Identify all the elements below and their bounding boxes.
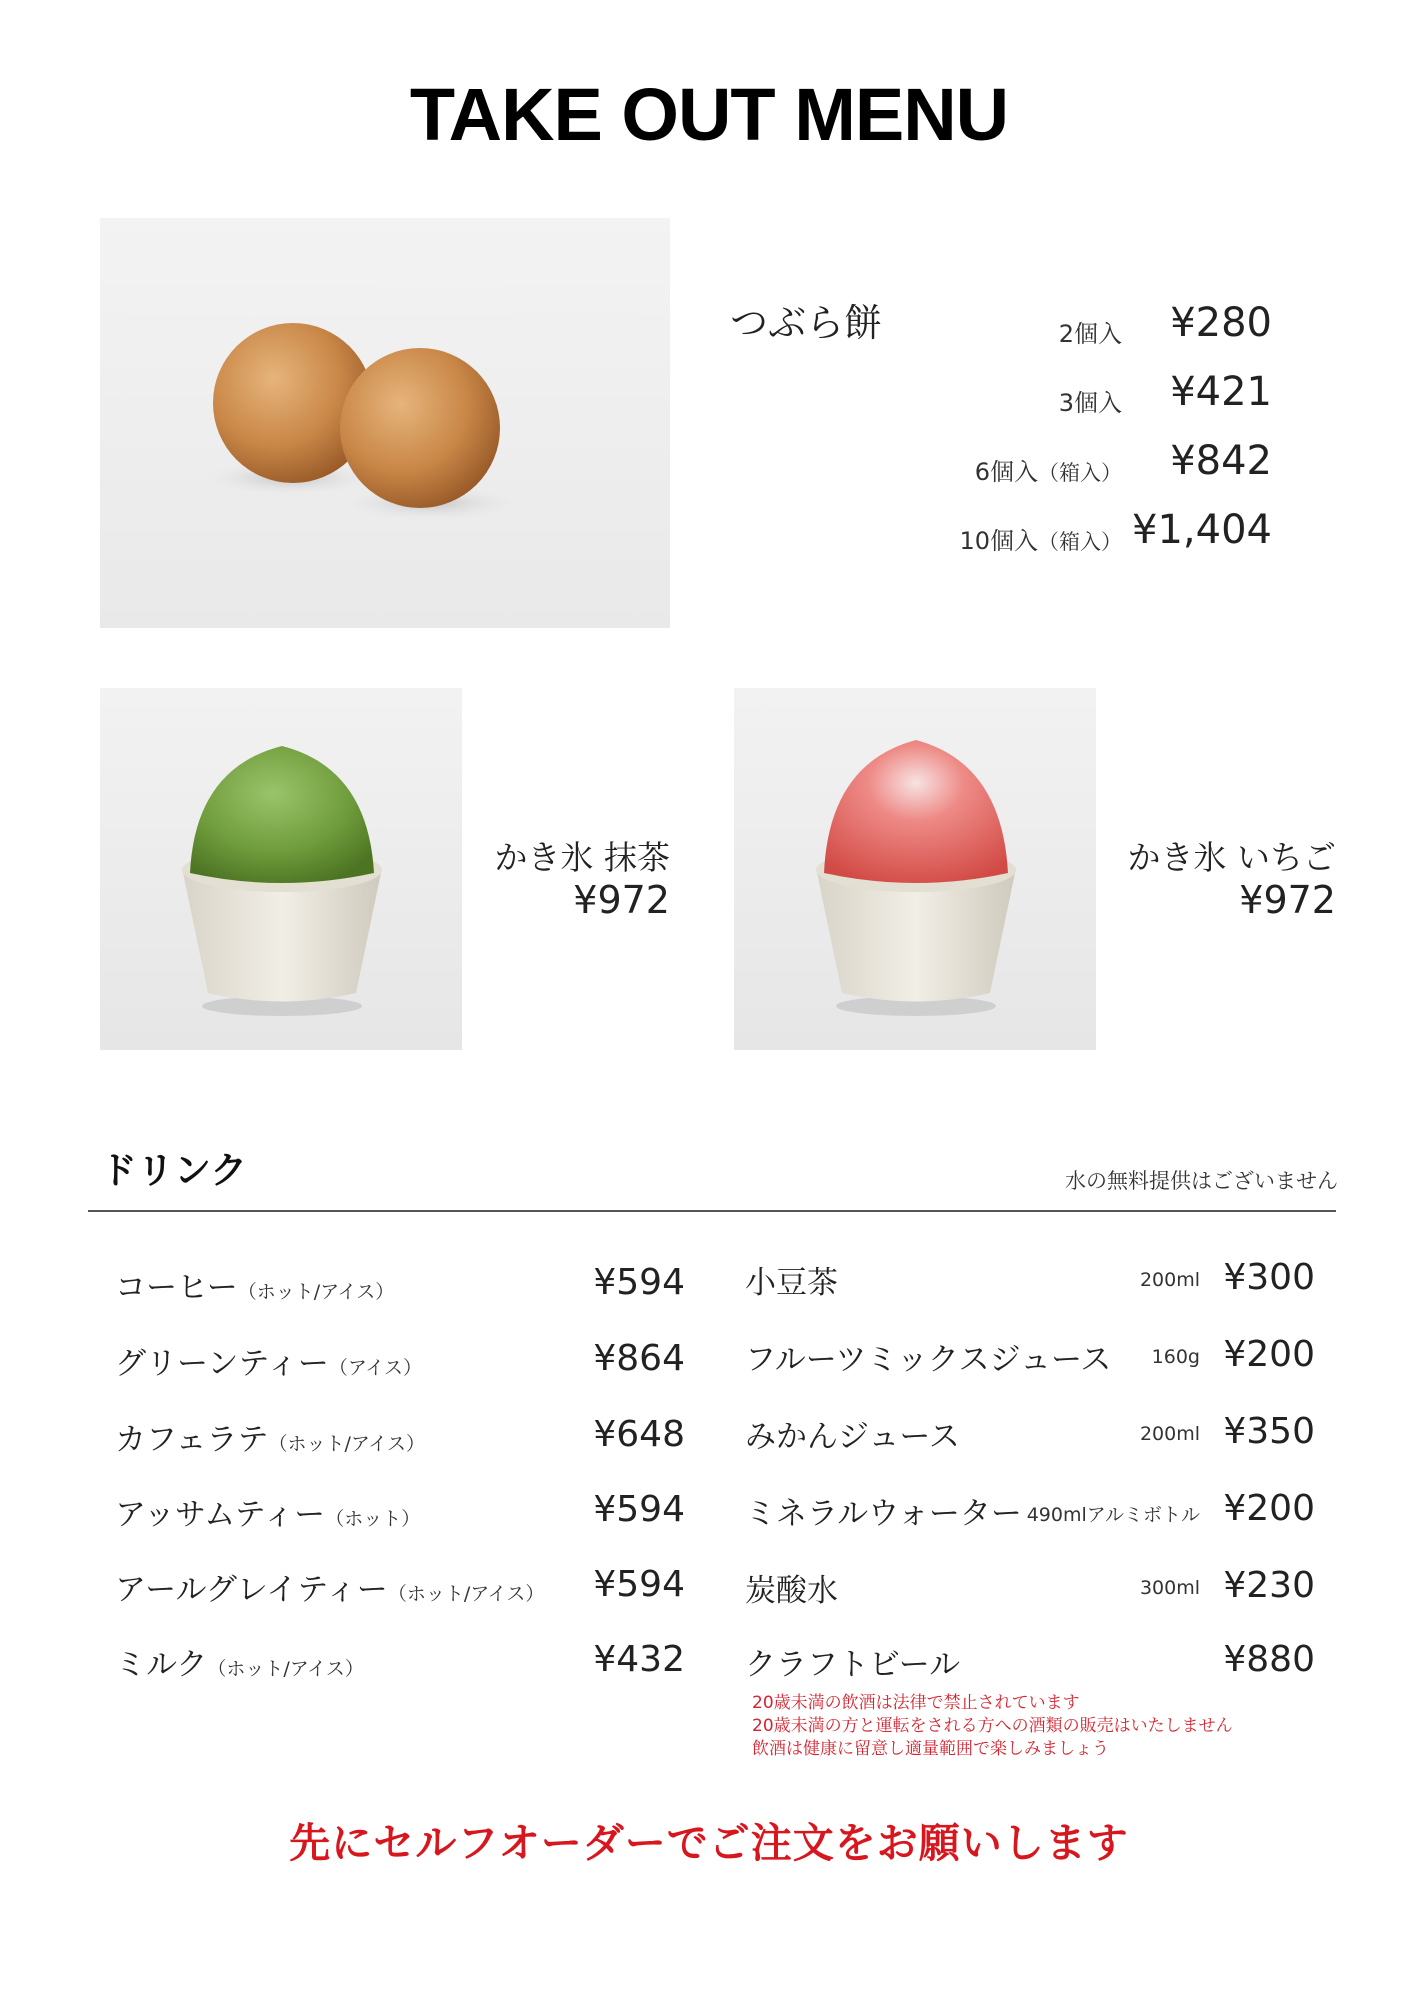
- drink-size: 160g: [1151, 1346, 1200, 1368]
- drink-name: カフェラテ（ホット/アイス）: [115, 1422, 425, 1458]
- drink-price: ¥594: [593, 1262, 685, 1303]
- mochi-name: つぶら餅: [730, 301, 883, 345]
- matcha-image: [100, 688, 462, 1050]
- drinks-heading: ドリンク: [100, 1149, 248, 1192]
- drink-price: ¥880: [1223, 1639, 1315, 1680]
- alcohol-warning-line: 20歳未満の飲酒は法律で禁止されています: [752, 1693, 1080, 1713]
- kakigori-strawberry-photo: [734, 688, 1096, 1050]
- drink-item: [745, 1488, 1315, 1538]
- drink-name: アールグレイティー（ホット/アイス）: [115, 1572, 545, 1608]
- drink-name: 小豆茶: [745, 1265, 838, 1301]
- drink-item: [115, 1639, 685, 1689]
- drink-name: みかんジュース: [745, 1419, 960, 1455]
- drink-size: 200ml: [1139, 1423, 1200, 1445]
- drink-item: [745, 1334, 1315, 1384]
- kakigori-strawberry-name: かき氷 いちご: [1127, 838, 1336, 877]
- mochi-price-row: [880, 507, 1272, 567]
- alcohol-warning: [752, 1692, 1233, 1761]
- drink-item: [115, 1414, 685, 1464]
- drink-name: ミネラルウォーター: [745, 1496, 1022, 1532]
- kakigori-matcha-price: ¥972: [573, 878, 670, 922]
- mochi-price: ¥421: [1170, 369, 1272, 415]
- tsubura-mochi-photo: [100, 218, 670, 628]
- drink-name: 炭酸水: [745, 1573, 838, 1609]
- drink-price: ¥350: [1223, 1411, 1315, 1452]
- divider: [88, 1210, 1336, 1212]
- drink-item: [115, 1262, 685, 1312]
- mochi-qty: 10個入（箱入）: [959, 527, 1122, 555]
- kakigori-strawberry-price: ¥972: [1239, 878, 1336, 922]
- drink-item: [745, 1257, 1315, 1307]
- mochi-qty: 2個入: [1058, 320, 1122, 348]
- strawberry-image: [734, 688, 1096, 1050]
- drink-price: ¥300: [1223, 1257, 1315, 1298]
- drink-size: 490mlアルミボトル: [1026, 1504, 1200, 1526]
- drink-price: ¥200: [1223, 1488, 1315, 1529]
- mochi-price: ¥280: [1170, 300, 1272, 346]
- self-order-notice: 先にセルフオーダーでご注文をお願いします: [289, 1819, 1129, 1867]
- drink-item: [745, 1411, 1315, 1461]
- mochi-image: [100, 218, 670, 628]
- drink-size: 300ml: [1139, 1577, 1200, 1599]
- mochi-price: ¥842: [1170, 438, 1272, 484]
- water-note: 水の無料提供はございません: [1065, 1169, 1338, 1193]
- drink-name: アッサムティー（ホット）: [115, 1497, 421, 1533]
- mochi-qty: 6個入（箱入）: [974, 458, 1122, 486]
- drink-name: クラフトビール: [745, 1647, 961, 1683]
- drink-price: ¥200: [1223, 1334, 1315, 1375]
- drink-item: [745, 1565, 1315, 1615]
- drink-price: ¥594: [593, 1489, 685, 1530]
- drink-price: ¥864: [593, 1338, 685, 1379]
- drink-price: ¥594: [593, 1564, 685, 1605]
- drink-name: コーヒー（ホット/アイス）: [115, 1270, 395, 1306]
- mochi-price-row: [880, 438, 1272, 498]
- menu-title: TAKE OUT MENU: [409, 73, 1009, 156]
- drink-name: ミルク（ホット/アイス）: [115, 1647, 364, 1683]
- drink-item: [115, 1564, 685, 1614]
- drink-item: [115, 1489, 685, 1539]
- drink-name: フルーツミックスジュース: [745, 1342, 1112, 1378]
- drink-name: グリーンティー（アイス）: [115, 1346, 423, 1382]
- mochi-price-row: [880, 300, 1272, 360]
- mochi-qty: 3個入: [1058, 389, 1122, 417]
- drink-price: ¥432: [593, 1639, 685, 1680]
- mochi-price: ¥1,404: [1132, 507, 1272, 553]
- drink-price: ¥648: [593, 1414, 685, 1455]
- mochi-price-row: [880, 369, 1272, 429]
- kakigori-matcha-photo: [100, 688, 462, 1050]
- alcohol-warning-line: 20歳未満の方と運転をされる方への酒類の販売はいたしません: [752, 1716, 1233, 1736]
- kakigori-matcha-name: かき氷 抹茶: [494, 838, 670, 877]
- drink-price: ¥230: [1223, 1565, 1315, 1606]
- drink-item: [745, 1639, 1315, 1689]
- alcohol-warning-line: 飲酒は健康に留意し適量範囲で楽しみましょう: [752, 1739, 1109, 1759]
- drink-item: [115, 1338, 685, 1388]
- drink-size: 200ml: [1139, 1269, 1200, 1291]
